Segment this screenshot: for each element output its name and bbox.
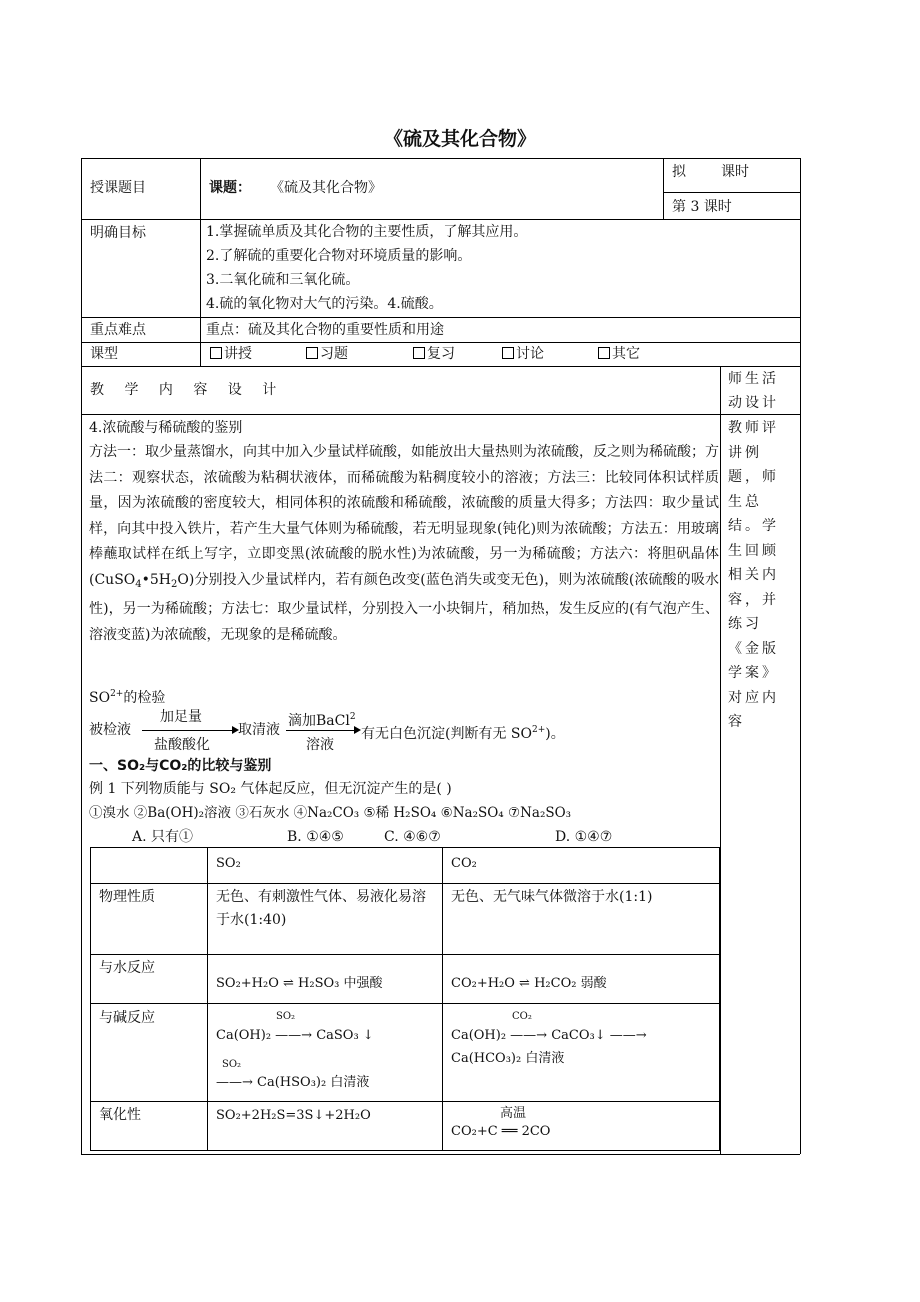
answer-b: B. ①④⑤ (287, 829, 344, 845)
checkbox-icon (502, 347, 514, 359)
so2-base-step2: ——→ Ca(HSO₃)₂ 白清液 (216, 1075, 370, 1090)
goal-item: 1.掌握硫单质及其化合物的主要性质，了解其应用。 (206, 224, 528, 240)
example-choices: ①溴水 ②Ba(OH)₂溶液 ③石灰水 ④Na₂CO₃ ⑤稀 H₂SO₄ ⑥Na₂SO₄ ⑦Na₂SO₃ (89, 805, 572, 821)
option-discussion[interactable]: 讨论 (502, 343, 544, 366)
key-text: 重点：硫及其化合物的重要性质和用途 (206, 322, 444, 338)
design-label: 教 学 内 容 设 计 (90, 382, 285, 398)
co2-condition: 高温 (500, 1106, 527, 1121)
hours-label: 课时 (721, 164, 749, 180)
side-note: 教师评讲例题，师生总结。学生回顾相关内容，并练习《金版学案》对应内容 (728, 420, 779, 730)
row-label: 与水反应 (99, 960, 155, 976)
answer-c: C. ④⑥⑦ (384, 829, 441, 845)
example-question: 例 1 下列物质能与 SO₂ 气体起反应，但无沉淀产生的是( ) (89, 781, 452, 797)
checkbox-icon (306, 347, 318, 359)
planned-label: 拟 (672, 164, 686, 180)
row-label: 与碱反应 (99, 1010, 155, 1026)
col-so2: SO₂ (216, 856, 241, 871)
topic-prefix: 课题： (209, 180, 251, 196)
answer-a: A. 只有① (132, 829, 194, 845)
option-review[interactable]: 复习 (413, 343, 455, 366)
goals-label: 明确目标 (90, 225, 146, 241)
content-body (89, 416, 719, 648)
goal-item: 4.硫的氧化物对大气的污染。4.硫酸。 (206, 296, 443, 312)
checkbox-icon (598, 347, 610, 359)
activity-design-label: 师生活动设计 (728, 371, 779, 411)
so4-test-heading: $SO^{2+}$的检验 (89, 689, 166, 706)
co2-arrow-label: CO₂ (512, 1011, 532, 1022)
so2-physical: 无色、有刺激性气体、易液化易溶于水(1:40) (216, 889, 426, 928)
lesson-type-label: 课型 (90, 346, 118, 362)
answer-d: D. ①④⑦ (555, 829, 613, 845)
section-compare-heading: 一、SO₂与CO₂的比较与鉴别 (89, 758, 272, 774)
section-heading: 4.浓硫酸与稀硫酸的鉴别 (89, 420, 243, 436)
goal-item: 2.了解硫的重要化合物对环境质量的影响。 (206, 248, 472, 264)
session-number: 第 3 课时 (672, 199, 732, 215)
flow-end: 有无白色沉淀(判断有无 $SO^{2+}$)。 (361, 725, 565, 742)
flow-mid: 取清液 (238, 722, 280, 738)
so2-base-step1: Ca(OH)₂ ——→ CaSO₃ ↓ (216, 1028, 374, 1043)
option-exercise[interactable]: 习题 (306, 343, 348, 366)
page-title: 《硫及其化合物》 (383, 128, 536, 150)
row-label: 氧化性 (99, 1107, 141, 1123)
checkbox-icon (413, 347, 425, 359)
col-co2: CO₂ (451, 856, 477, 871)
co2-physical: 无色、无气味气体微溶于水(1:1) (451, 889, 653, 905)
co2-oxidizing: CO₂+C ══ 2CO (451, 1124, 551, 1139)
key-label: 重点难点 (90, 322, 146, 338)
flow-bottom-2: 溶液 (306, 737, 334, 753)
subject-label: 授课题目 (90, 180, 146, 196)
row-label: 物理性质 (99, 889, 155, 905)
flow-top-2: 滴加BaCl$^2$ (288, 712, 356, 729)
co2-water: CO₂+H₂O ⇌ H₂CO₂ 弱酸 (451, 976, 607, 991)
flow-start: 被检液 (89, 722, 131, 738)
so2-water: SO₂+H₂O ⇌ H₂SO₃ 中强酸 (216, 976, 383, 991)
so2-arrow-label: SO₂ (222, 1059, 242, 1070)
option-lecture[interactable]: 讲授 (210, 343, 252, 366)
methods-paragraph: 方法一：取少量蒸馏水，向其中加入少量试样硫酸，如能放出大量热则为浓硫酸，反之则为稀硫酸；方法二：观察状态，浓硫酸为粘稠状液体，而稀硫酸为粘稠度较小的溶液；方法三：比较同体积试样质量，因为浓硫酸的密度较大，相同体积的浓硫酸和稀硫酸，浓硫酸的质量大得多；方法四：取少量试样，向其中投入铁片，若产生大量气体则为稀硫酸，若无明显现象(钝化)则为浓硫酸；方法五：用玻璃棒蘸取试样在纸上写字，立即变黑(浓硫酸的脱水性)为浓硫酸，另一为稀硫酸；方法六：将胆矾晶体$(CuSO_4•5H_2O)$分别投入少量试样内，若有颜色改变(蓝色消失或变无色)，则为浓硫酸(浓硫酸的吸水性)，另一为稀硫酸；方法七：取少量试样，分别投入一小块铜片，稍加热，发生反应的(有气泡产生、溶液变蓝)为浓硫酸，无现象的是稀硫酸。 (89, 444, 719, 643)
so2-oxidizing: SO₂+2H₂S=3S↓+2H₂O (216, 1108, 371, 1123)
checkbox-icon (210, 347, 222, 359)
flow-bottom-1: 盐酸酸化 (154, 737, 210, 753)
topic-title: 《硫及其化合物》 (270, 180, 382, 196)
so2-arrow-label: SO₂ (276, 1011, 296, 1022)
option-other[interactable]: 其它 (598, 343, 640, 366)
goal-item: 3.二氧化硫和三氧化硫。 (206, 272, 360, 288)
co2-base: Ca(OH)₂ ——→ CaCO₃↓ ——→ Ca(HCO₃)₂ 白清液 (451, 1028, 647, 1066)
flow-top-1: 加足量 (160, 709, 202, 725)
